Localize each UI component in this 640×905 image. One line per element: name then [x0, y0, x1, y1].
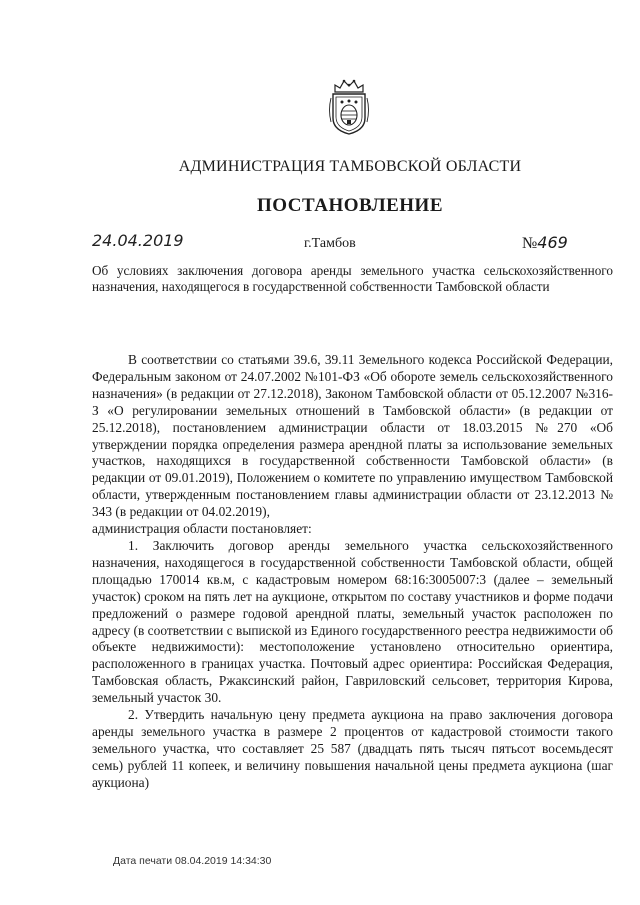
body-item-1: 1. Заключить договор аренды земельного участка сельскохозяйственного назначения, находящегося в государственной собственности Тамбовской области, общей площадью 170014 кв.м, с кадастровым номером 68:16:3005007:3 (далее – земельный участок) сроком на пять лет на аукционе, открытом по составу участников и форме подачи предложений о размере годовой арендной платы, земельный участок расположен по адресу (в соответствии с выпиской из Единого государственного реестра недвижимости об объекте недвижимости): местоположение установлено относительно ориентира, расположенного в границах участка. Почтовый адрес ориентира: Российская Федерация, Тамбовская область, Ржаксинский район, Гавриловский сельсовет, территория Кирова, земельный участок 30.	[92, 537, 613, 706]
document-body	[92, 352, 613, 792]
print-date-footer: Дата печати 08.04.2019 14:34:30	[113, 855, 272, 867]
organization-title: АДМИНИСТРАЦИЯ ТАМБОВСКОЙ ОБЛАСТИ	[178, 158, 522, 175]
document-number	[522, 233, 568, 253]
document-date-handwritten: 24.04.2019	[92, 231, 184, 250]
document-type-heading: ПОСТАНОВЛЕНИЕ	[256, 195, 444, 216]
coat-of-arms-emblem	[327, 78, 371, 136]
body-item-2: 2. Утвердить начальную цену предмета аукциона на право заключения договора аренды земельного участка в размере 2 процентов от кадастровой стоимости такого земельного участка, что составляет 25 587 (двадцать пять тысяч пятьсот восемьдесят семь) рублей 11 копеек, и величину повышения начальной цены предмета аукциона (шаг аукциона)	[92, 707, 613, 790]
body-intro-paragraph: В соответствии со статьями 39.6, 39.11 Земельного кодекса Российской Федерации, Федеральным законом от 24.07.2002 №101-ФЗ «Об обороте земель сельскохозяйственного назначения» (в редакции от 27.12.2018), Законом Тамбовской области от 05.12.2007 №316-З «О регулировании земельных отношений в Тамбовской области» (в редакции от 25.12.2018), постановлением администрации области от 18.03.2015 №270 «Об утверждении порядка определения размера арендной платы за использование земельных участков, находящихся в государственной собственности Тамбовской области» (в редакции от 09.01.2019), Положением о комитете по управлению имуществом Тамбовской области, утвержденным постановлением главы администрации области от 23.12.2013 № 343 (в редакции от 04.02.2019),	[92, 352, 613, 520]
body-intro-closing: администрация области постановляет:	[92, 521, 312, 537]
number-sign: №	[522, 235, 538, 252]
document-number-handwritten: 469	[537, 233, 568, 252]
document-city: г.Тамбов	[304, 236, 356, 251]
document-subject: Об условиях заключения договора аренды земельного участка сельскохозяйственного назначения, находящегося в государственной собственности Тамбовской области	[92, 263, 613, 294]
